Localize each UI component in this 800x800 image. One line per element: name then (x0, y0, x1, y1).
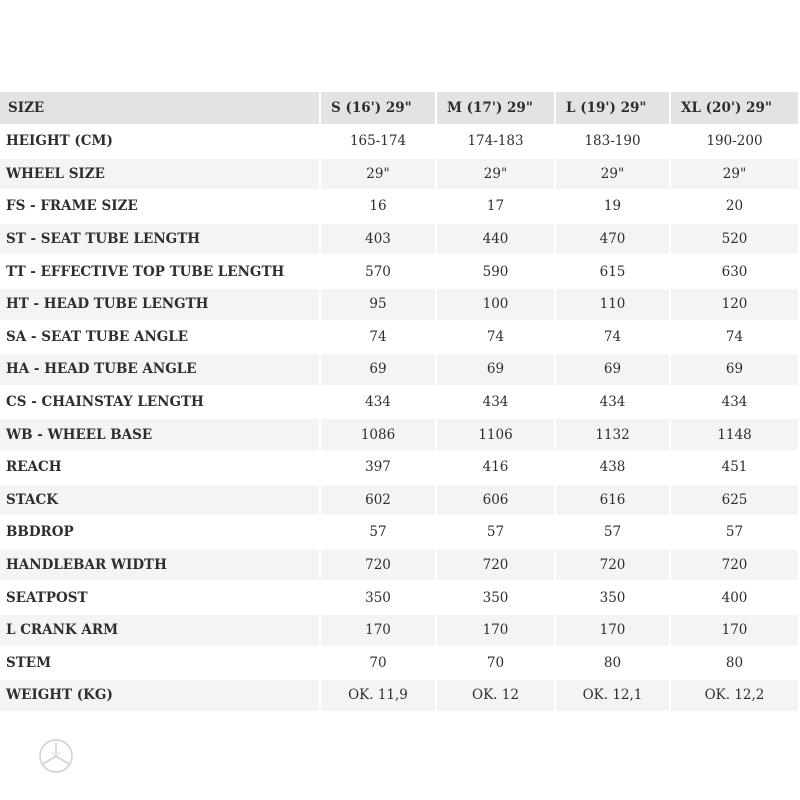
cell-value: 720 (321, 550, 437, 583)
cell-value: 590 (437, 256, 556, 289)
cell-value: 615 (556, 256, 671, 289)
geometry-table (0, 92, 800, 713)
cell-value: 616 (556, 485, 671, 518)
cell-value: 170 (321, 615, 437, 648)
table-row (0, 289, 800, 322)
cell-value: 625 (671, 485, 800, 518)
table-row (0, 648, 800, 681)
table-header-row (0, 92, 800, 126)
row-label: ST - SEAT TUBE LENGTH (0, 224, 321, 257)
cell-value: 451 (671, 452, 800, 485)
row-label: FS - FRAME SIZE (0, 191, 321, 224)
cell-value: 400 (671, 582, 800, 615)
cell-value: 17 (437, 191, 556, 224)
cell-value: 350 (437, 582, 556, 615)
table-row (0, 419, 800, 452)
row-label: STEM (0, 648, 321, 681)
cell-value: 57 (556, 517, 671, 550)
cell-value: OK. 12 (437, 680, 556, 713)
row-label: SEATPOST (0, 582, 321, 615)
row-label: HEIGHT (CM) (0, 126, 321, 159)
cell-value: 29" (321, 159, 437, 192)
table-row (0, 517, 800, 550)
row-label: BBDROP (0, 517, 321, 550)
cell-value: OK. 12,2 (671, 680, 800, 713)
cell-value: 80 (556, 648, 671, 681)
cell-value: 434 (321, 387, 437, 420)
cell-value: 57 (437, 517, 556, 550)
cell-value: 190-200 (671, 126, 800, 159)
cell-value: 80 (671, 648, 800, 681)
cell-value: 57 (321, 517, 437, 550)
cell-value: 606 (437, 485, 556, 518)
cell-value: 1086 (321, 419, 437, 452)
row-label: REACH (0, 452, 321, 485)
cell-value: 29" (437, 159, 556, 192)
row-label: HANDLEBAR WIDTH (0, 550, 321, 583)
table-row (0, 126, 800, 159)
table-row (0, 387, 800, 420)
table-row (0, 452, 800, 485)
cell-value: 520 (671, 224, 800, 257)
cell-value: 74 (437, 322, 556, 355)
cell-value: 165-174 (321, 126, 437, 159)
cell-value: 570 (321, 256, 437, 289)
table-row (0, 615, 800, 648)
cell-value: 720 (437, 550, 556, 583)
cell-value: 19 (556, 191, 671, 224)
cell-value: 74 (556, 322, 671, 355)
cell-value: 397 (321, 452, 437, 485)
cell-value: 100 (437, 289, 556, 322)
header-size-m: M (17') 29" (437, 92, 556, 126)
cell-value: 74 (321, 322, 437, 355)
row-label: CS - CHAINSTAY LENGTH (0, 387, 321, 420)
watermark-logo-icon (38, 738, 74, 774)
cell-value: 120 (671, 289, 800, 322)
cell-value: 69 (437, 354, 556, 387)
cell-value: 174-183 (437, 126, 556, 159)
cell-value: 170 (671, 615, 800, 648)
table-row (0, 582, 800, 615)
cell-value: 403 (321, 224, 437, 257)
cell-value: 434 (671, 387, 800, 420)
row-label: HT - HEAD TUBE LENGTH (0, 289, 321, 322)
header-size-l: L (19') 29" (556, 92, 671, 126)
cell-value: OK. 12,1 (556, 680, 671, 713)
header-size-label: SIZE (0, 92, 321, 126)
cell-value: 720 (671, 550, 800, 583)
cell-value: 438 (556, 452, 671, 485)
row-label: WB - WHEEL BASE (0, 419, 321, 452)
table-row (0, 354, 800, 387)
row-label: WHEEL SIZE (0, 159, 321, 192)
cell-value: 110 (556, 289, 671, 322)
cell-value: 416 (437, 452, 556, 485)
cell-value: 57 (671, 517, 800, 550)
cell-value: 434 (556, 387, 671, 420)
cell-value: OK. 11,9 (321, 680, 437, 713)
cell-value: 1148 (671, 419, 800, 452)
cell-value: 1132 (556, 419, 671, 452)
cell-value: 69 (556, 354, 671, 387)
cell-value: 440 (437, 224, 556, 257)
cell-value: 470 (556, 224, 671, 257)
cell-value: 29" (556, 159, 671, 192)
row-label: TT - EFFECTIVE TOP TUBE LENGTH (0, 256, 321, 289)
table-row (0, 680, 800, 713)
cell-value: 20 (671, 191, 800, 224)
table-row (0, 159, 800, 192)
cell-value: 16 (321, 191, 437, 224)
cell-value: 95 (321, 289, 437, 322)
cell-value: 29" (671, 159, 800, 192)
header-size-s: S (16') 29" (321, 92, 437, 126)
cell-value: 350 (321, 582, 437, 615)
cell-value: 170 (437, 615, 556, 648)
cell-value: 74 (671, 322, 800, 355)
row-label: L CRANK ARM (0, 615, 321, 648)
cell-value: 170 (556, 615, 671, 648)
row-label: HA - HEAD TUBE ANGLE (0, 354, 321, 387)
cell-value: 602 (321, 485, 437, 518)
cell-value: 183-190 (556, 126, 671, 159)
header-size-xl: XL (20') 29" (671, 92, 800, 126)
cell-value: 70 (437, 648, 556, 681)
row-label: SA - SEAT TUBE ANGLE (0, 322, 321, 355)
table-row (0, 322, 800, 355)
row-label: WEIGHT (KG) (0, 680, 321, 713)
table-row (0, 224, 800, 257)
table-body (0, 126, 800, 713)
cell-value: 1106 (437, 419, 556, 452)
cell-value: 720 (556, 550, 671, 583)
table-row (0, 550, 800, 583)
table-row (0, 485, 800, 518)
cell-value: 69 (321, 354, 437, 387)
row-label: STACK (0, 485, 321, 518)
cell-value: 434 (437, 387, 556, 420)
cell-value: 69 (671, 354, 800, 387)
table-row (0, 191, 800, 224)
table-row (0, 256, 800, 289)
cell-value: 630 (671, 256, 800, 289)
cell-value: 70 (321, 648, 437, 681)
cell-value: 350 (556, 582, 671, 615)
